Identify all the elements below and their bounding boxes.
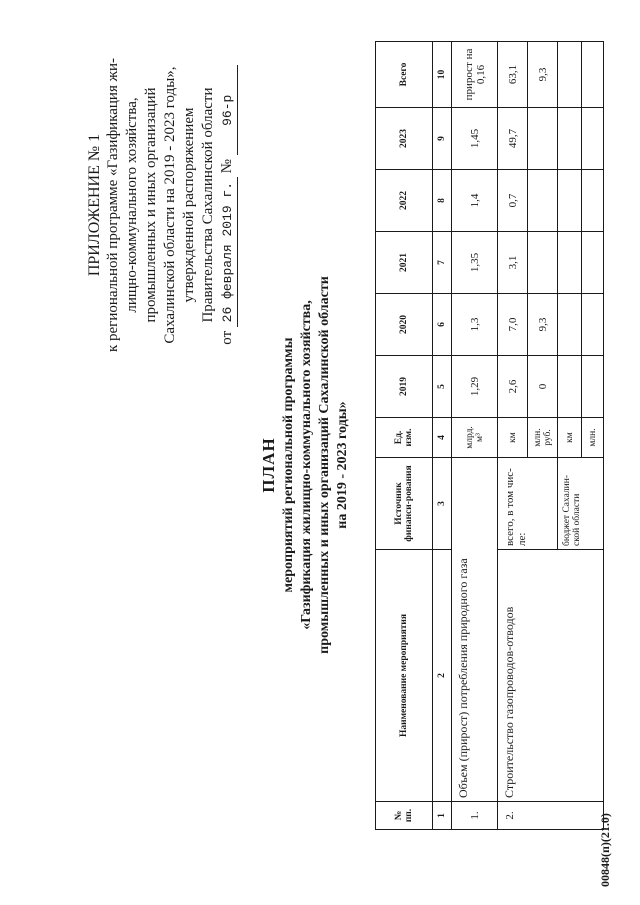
index-cell: 5 [433,356,452,418]
unit-cell: млн. руб. [528,418,558,458]
plan-subtitle: мероприятий региональной программы [281,337,296,593]
appendix-line: утвержденной распоряжением [181,107,197,303]
header-cell: 2023 [376,108,433,170]
appendix-line: к региональной программе «Газификация жи- [105,57,121,353]
header-cell: Источник финанси-рования [376,458,433,550]
value-cell [582,232,604,294]
value-cell [582,294,604,356]
value-cell [582,170,604,232]
value-cell [558,294,582,356]
activity-name: Объем (прирост) потребления природного газа [452,458,498,802]
unit-cell: млн. [582,418,604,458]
appendix-line: промышленных и иных организаций [143,87,159,323]
value-cell: 3,1 [498,232,528,294]
value-cell: 1,35 [452,232,498,294]
appendix-block [85,40,238,370]
value-cell: 0 [528,356,558,418]
value-cell: 9,3 [528,42,558,108]
row-number: 1. [452,802,498,830]
value-cell [582,356,604,418]
index-cell: 1 [433,802,452,830]
unit-cell: млрд. м³ [452,418,498,458]
value-cell [528,108,558,170]
table-row [498,42,528,830]
index-cell: 3 [433,458,452,550]
header-cell: Ед. изм. [376,418,433,458]
value-cell [558,232,582,294]
value-cell: 0,7 [498,170,528,232]
header-cell: 2021 [376,232,433,294]
value-cell: 1,29 [452,356,498,418]
value-cell [558,170,582,232]
appendix-title: ПРИЛОЖЕНИЕ № 1 [86,133,103,277]
document-code: 00848(п)(21.0) [598,813,612,887]
date-prefix: от [219,330,235,345]
header-cell: 2019 [376,356,433,418]
value-cell: 9,3 [528,294,558,356]
appendix-line: Правительства Сахалинской области [200,87,216,323]
value-cell: 1,45 [452,108,498,170]
unit-cell: км [558,418,582,458]
value-cell: 1,3 [452,294,498,356]
plan-title: ПЛАН [259,437,278,493]
plan-heading [258,205,352,725]
value-cell [528,232,558,294]
header-cell: № пп. [376,802,433,830]
table-row [452,42,498,830]
value-cell: 1,4 [452,170,498,232]
plan-subtitle: промышленных и иных организаций Сахалинской области [317,276,332,654]
index-cell: 6 [433,294,452,356]
header-cell: 2022 [376,170,433,232]
value-cell: 63,1 [498,42,528,108]
plan-subtitle: «Газификация жилищно-коммунального хозяйства, [299,300,314,630]
date-field: 26 февраля 2019 г. [218,177,238,327]
unit-cell: км [498,418,528,458]
value-cell [558,356,582,418]
index-cell: 2 [433,550,452,802]
activity-name: Строительство газопроводов-отводов [498,550,604,802]
index-row [433,42,452,830]
index-cell: 7 [433,232,452,294]
row-number: 2. [498,802,604,830]
number-prefix: № [219,159,235,174]
value-cell: прирост на 0,16 [452,42,498,108]
header-cell: 2020 [376,294,433,356]
appendix-line: лищно-коммунального хозяйства, [124,97,140,313]
header-row [376,42,433,830]
index-cell: 8 [433,170,452,232]
plan-subtitle: на 2019 - 2023 годы» [335,401,350,529]
plan-table [375,41,604,830]
source-cell: всего, в том чис-ле: [498,458,558,550]
value-cell: 7,0 [498,294,528,356]
value-cell [558,42,582,108]
value-cell [582,42,604,108]
date-number-line [218,40,238,370]
value-cell [558,108,582,170]
value-cell: 49,7 [498,108,528,170]
source-cell: бюджет Сахалин-ской области [558,458,604,550]
value-cell [582,108,604,170]
index-cell: 9 [433,108,452,170]
value-cell: 2,6 [498,356,528,418]
header-cell: Всего [376,42,433,108]
value-cell [528,170,558,232]
index-cell: 4 [433,418,452,458]
appendix-line: Сахалинской области на 2019 - 2023 годы», [162,66,178,344]
index-cell: 10 [433,42,452,108]
header-cell: Наименование мероприятия [376,550,433,802]
number-field: 96-р [218,65,238,155]
